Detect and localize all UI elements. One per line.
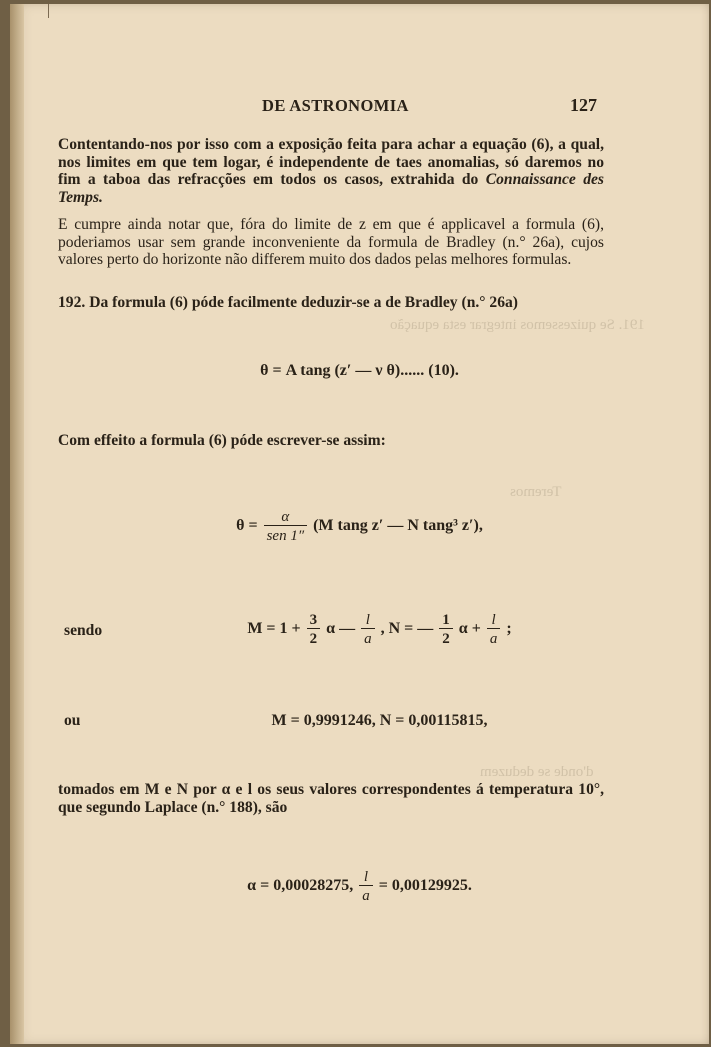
eq-n-mid: α +	[458, 620, 481, 638]
frac-denominator: sen 1″	[264, 525, 308, 544]
equation-10: θ = A tang (z′ — ν θ)...... (10).	[260, 362, 459, 379]
paragraph-text: Contentando-nos por isso com a exposição feita para achar a equação (6), a qual, nos limites em que tem logar, é independente de taes anomalias, só daremos no fim a taboa das refracções em todos os casos, extrahida do	[58, 136, 604, 189]
frac-denominator: 2	[439, 628, 453, 647]
fraction-alpha-sen	[264, 509, 308, 544]
fraction-l-a-3	[359, 869, 373, 904]
frac-denominator: a	[359, 885, 373, 904]
fraction-3-2	[307, 612, 321, 647]
running-title: DE ASTRONOMIA	[262, 96, 409, 115]
label-sendo: sendo	[64, 622, 103, 639]
equation-M-N	[10, 612, 711, 647]
fraction-l-a-2	[487, 612, 501, 647]
fraction-l-a	[361, 612, 375, 647]
frac-numerator: 3	[309, 612, 318, 628]
equation-theta	[10, 509, 709, 544]
frac-numerator: l	[491, 612, 496, 628]
italic-reference: Connaissance des Temps.	[58, 171, 604, 206]
eq-m-mid: α —	[326, 620, 356, 638]
eq-end: ;	[506, 620, 512, 638]
text-com-effeito: Com effeito a formula (6) póde escrever-se assim:	[58, 432, 386, 449]
frac-denominator: a	[361, 628, 375, 647]
frac-numerator: 1	[442, 612, 450, 628]
paragraph-contentando	[58, 136, 604, 206]
fraction-1-2	[439, 612, 453, 647]
equation-alpha	[10, 869, 709, 904]
page-number: 127	[570, 95, 597, 115]
equation-values: M = 0,9991246, N = 0,00115815,	[271, 712, 488, 729]
eq-alpha-rhs: = 0,00129925.	[378, 877, 472, 895]
show-through-text: 191. Se quizessemos integrar esta equação	[390, 317, 645, 333]
show-through-text: d'onde se deduzem	[480, 764, 594, 780]
page-edge-mark	[48, 4, 49, 18]
eq-m-left: M = 1 +	[247, 620, 301, 638]
eq-theta-lhs: θ =	[236, 517, 258, 535]
show-through-text: Teremos	[510, 484, 562, 500]
book-page	[10, 4, 709, 1044]
eq-theta-rhs: (M tang z′ — N tang³ z′),	[313, 517, 483, 535]
frac-denominator: 2	[307, 628, 321, 647]
frac-numerator: α	[281, 509, 290, 525]
paragraph-cumpre: E cumpre ainda notar que, fóra do limite de z em que é applicavel a formula (6), poderiamos usar sem grande inconveniente da formula de Bradley (n.° 26a), cujos valores perto do horizonte não differem muito dos dados pelas melhores formulas.	[58, 216, 604, 269]
eq-alpha-lhs: α = 0,00028275,	[247, 877, 354, 895]
text-tomados: tomados em M e N por α e l os seus valores correspondentes á temperatura 10°, que segundo Laplace (n.° 188), são	[58, 781, 604, 816]
frac-numerator: l	[363, 869, 369, 885]
label-ou: ou	[64, 712, 81, 729]
eq-n-left: , N = —	[380, 620, 434, 638]
running-header	[10, 96, 709, 118]
frac-denominator: a	[487, 628, 501, 647]
frac-numerator: l	[365, 612, 370, 628]
paragraph-192: 192. Da formula (6) póde facilmente deduzir-se a de Bradley (n.° 26a)	[58, 294, 518, 311]
